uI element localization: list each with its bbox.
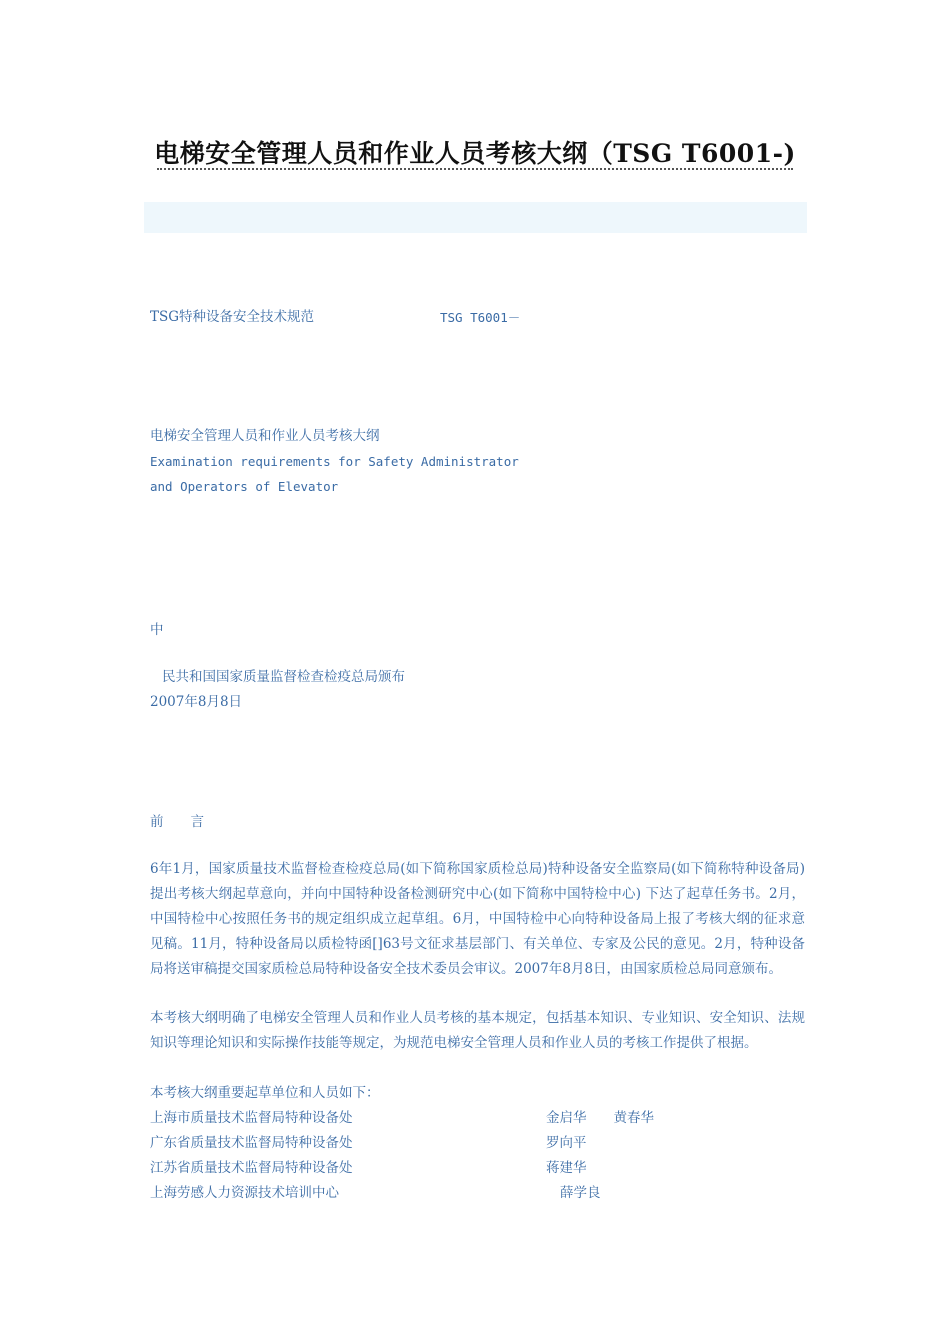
drafter-unit: 上海劳感人力资源技术培训中心	[150, 1185, 339, 1201]
preface-heading: 前 言	[150, 814, 204, 830]
drafter-people: 金启华 黄春华	[546, 1110, 654, 1126]
standard-name-en-line2: and Operators of Elevator	[150, 479, 339, 494]
highlight-band	[144, 202, 807, 233]
drafter-unit: 江苏省质量技术监督局特种设备处	[150, 1160, 353, 1176]
standard-name-en-line1: Examination requirements for Safety Administrator	[150, 454, 519, 469]
issue-date: 2007年8月8日	[150, 694, 243, 710]
issuer-first-char: 中	[150, 622, 164, 638]
drafter-unit: 广东省质量技术监督局特种设备处	[150, 1135, 353, 1151]
drafter-unit: 上海市质量技术监督局特种设备处	[150, 1110, 353, 1126]
standard-name-cn: 电梯安全管理人员和作业人员考核大纲	[150, 428, 380, 444]
preface-paragraph-1: 6年1月，国家质量技术监督检查检疫总局(如下简称国家质检总局)特种设备安全监察局(如下简称特种设备局)提出考核大纲起草意向，并向中国特种设备检测研究中心(如下简称中国特检中心) 下达了起草任务书。2月，中国特检中心按照任务书的规定组织成立起草组。6月，中国特检中心向特种设备局上报了考核大纲的征求意见稿。11月，特种设备局以质检特函[]63号文征求基层部门、有关单位、专家及公民的意见。2月，特种设备局将送审稿提交国家质检总局特种设备安全技术委员会审议。2007年8月8日，由国家质检总局同意颁布。	[150, 861, 805, 977]
drafters-intro: 本考核大纲重要起草单位和人员如下：	[150, 1085, 380, 1101]
dotted-divider	[157, 168, 793, 170]
standard-code: TSG T6001－	[440, 310, 521, 325]
preface-paragraph-2: 本考核大纲明确了电梯安全管理人员和作业人员考核的基本规定，包括基本知识、专业知识、安全知识、法规知识等理论知识和实际操作技能等规定，为规范电梯安全管理人员和作业人员的考核工作提供了根据。	[150, 1010, 805, 1051]
issuer-name: 民共和国国家质量监督检查检疫总局颁布	[162, 669, 405, 685]
drafter-people: 薛学良	[560, 1185, 601, 1201]
drafter-people: 蒋建华	[546, 1160, 587, 1176]
document-title: 电梯安全管理人员和作业人员考核大纲（TSG T6001-)	[154, 139, 796, 168]
series-label: TSG特种设备安全技术规范	[150, 309, 315, 325]
drafter-people: 罗向平	[546, 1135, 587, 1151]
